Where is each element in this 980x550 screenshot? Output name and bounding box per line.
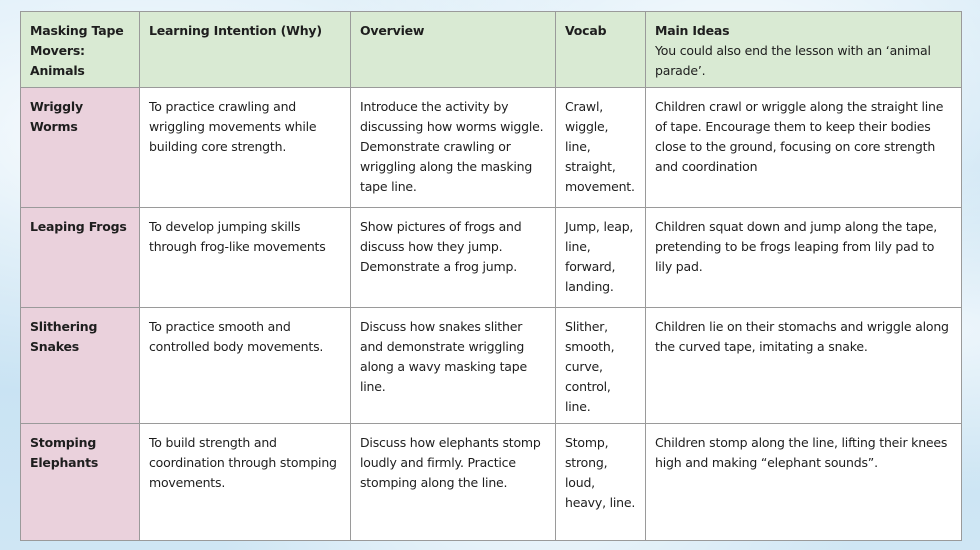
header-vocab: Vocab xyxy=(556,12,646,88)
overview-cell: Introduce the activity by discussing how worms wiggle. Demonstrate crawling or wriggling along the masking tape line. xyxy=(351,88,556,208)
main-ideas-cell: Children stomp along the line, lifting their knees high and making “elephant sounds”. xyxy=(646,424,962,541)
header-main-ideas-title: Main Ideas xyxy=(655,23,730,38)
lesson-plan-table xyxy=(20,11,962,541)
vocab-cell: Jump, leap, line, forward, landing. xyxy=(556,208,646,308)
table-row xyxy=(21,208,962,308)
table-header-row xyxy=(21,12,962,88)
table-row xyxy=(21,424,962,541)
overview-cell: Show pictures of frogs and discuss how they jump. Demonstrate a frog jump. xyxy=(351,208,556,308)
activity-cell: Leaping Frogs xyxy=(21,208,140,308)
intention-cell: To practice smooth and controlled body movements. xyxy=(140,308,351,424)
header-main-ideas xyxy=(646,12,962,88)
header-activity: Masking Tape Movers: Animals xyxy=(21,12,140,88)
vocab-cell: Crawl, wiggle, line, straight, movement. xyxy=(556,88,646,208)
intention-cell: To develop jumping skills through frog-like movements xyxy=(140,208,351,308)
header-learning-intention: Learning Intention (Why) xyxy=(140,12,351,88)
overview-cell: Discuss how elephants stomp loudly and firmly. Practice stomping along the line. xyxy=(351,424,556,541)
activity-cell: Stomping Elephants xyxy=(21,424,140,541)
lesson-plan-table-container xyxy=(20,11,961,541)
table-row xyxy=(21,88,962,208)
intention-cell: To build strength and coordination through stomping movements. xyxy=(140,424,351,541)
main-ideas-cell: Children crawl or wriggle along the straight line of tape. Encourage them to keep their bodies close to the ground, focusing on core strength and coordination xyxy=(646,88,962,208)
activity-cell: Wriggly Worms xyxy=(21,88,140,208)
intention-cell: To practice crawling and wriggling movements while building core strength. xyxy=(140,88,351,208)
main-ideas-cell: Children lie on their stomachs and wriggle along the curved tape, imitating a snake. xyxy=(646,308,962,424)
main-ideas-cell: Children squat down and jump along the tape, pretending to be frogs leaping from lily pad to lily pad. xyxy=(646,208,962,308)
overview-cell: Discuss how snakes slither and demonstrate wriggling along a wavy masking tape line. xyxy=(351,308,556,424)
vocab-cell: Stomp, strong, loud, heavy, line. xyxy=(556,424,646,541)
vocab-cell: Slither, smooth, curve, control, line. xyxy=(556,308,646,424)
activity-cell: Slithering Snakes xyxy=(21,308,140,424)
header-overview: Overview xyxy=(351,12,556,88)
header-main-ideas-note: You could also end the lesson with an ‘animal parade’. xyxy=(655,43,931,78)
table-row xyxy=(21,308,962,424)
